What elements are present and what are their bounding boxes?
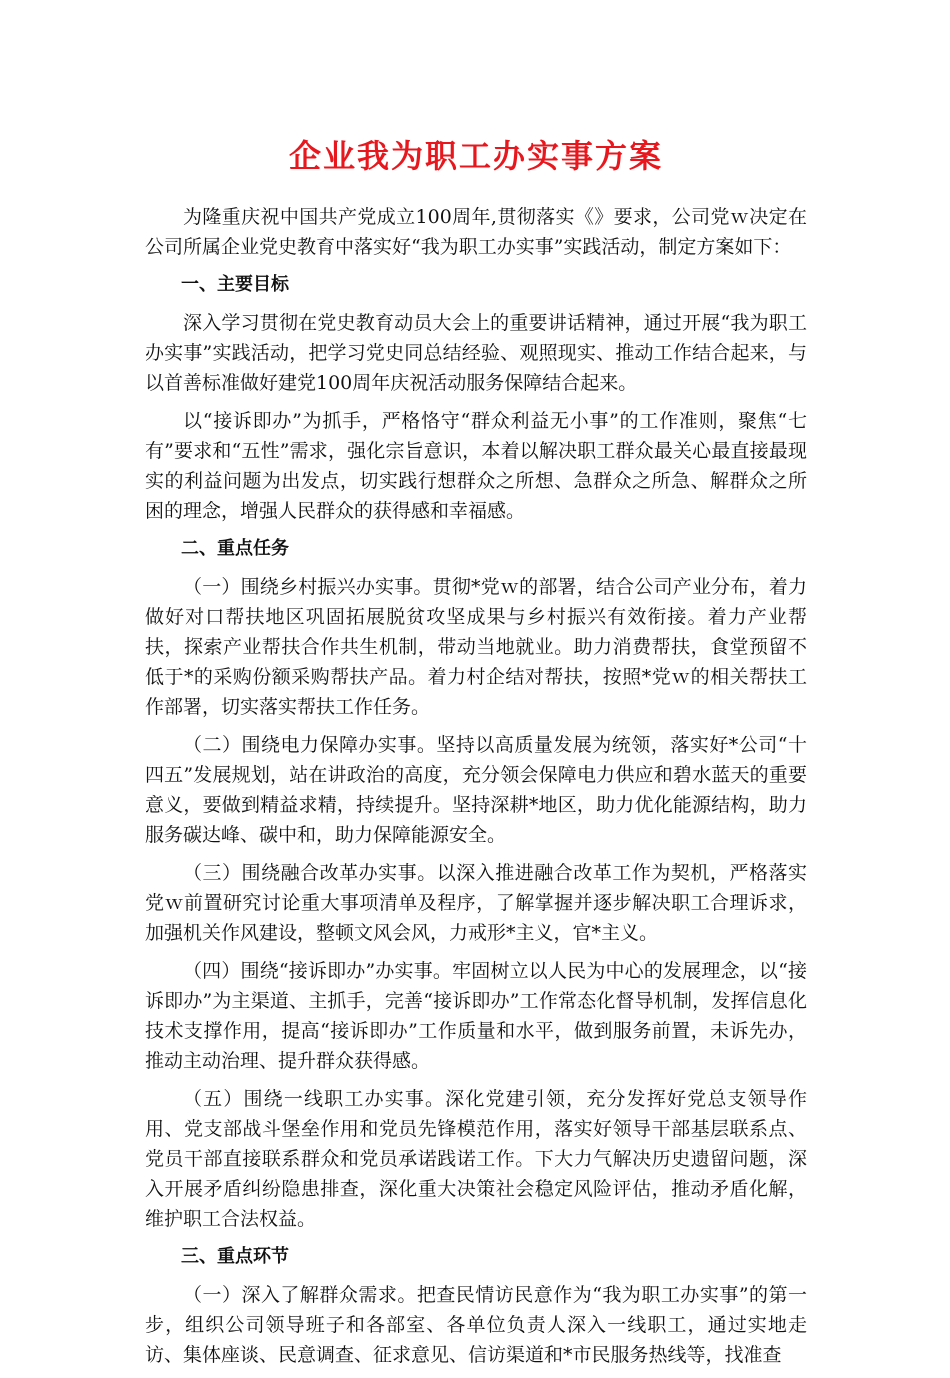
paragraph: （五）围绕一线职工办实事。深化党建引领，充分发挥好党总支领导作用、党支部战斗堡垒作用和党员先锋模范作用，落实好领导干部基层联系点、党员干部直接联系群众和党员承诺践诺工作。下大力气解决历史遗留问题，深入开展矛盾纠纷隐患排查，深化重大决策社会稳定风险评估，推动矛盾化解，维护职工合法权益。 (145, 1088, 807, 1230)
paragraph: （四）围绕“接诉即办”办实事。牢固树立以人民为中心的发展理念，以“接诉即办”为主渠道、主抓手，完善“接诉即办”工作常态化督导机制，发挥信息化技术支撑作用，提高“接诉即办”工作质量和水平，做到服务前置，未诉先办，推动主动治理、提升群众获得感。 (145, 960, 807, 1072)
paragraph: 以“接诉即办”为抓手，严格恪守“群众利益无小事”的工作准则，聚焦“七有”要求和“五性”需求，强化宗旨意识，本着以解决职工群众最关心最直接最现实的利益问题为出发点，切实践行想群众之所想、急群众之所急、解群众之所困的理念，增强人民群众的获得感和幸福感。 (145, 410, 807, 522)
section-key-tasks (145, 534, 807, 1234)
paragraph: （一）围绕乡村振兴办实事。贯彻*党ｗ的部署，结合公司产业分布，着力做好对口帮扶地区巩固拓展脱贫攻坚成果与乡村振兴有效衔接。着力产业帮扶，探索产业帮扶合作共生机制，带动当地就业。助力消费帮扶，食堂预留不低于*的采购份额采购帮扶产品。着力村企结对帮扶，按照*党ｗ的相关帮扶工作部署，切实落实帮扶工作任务。 (145, 576, 807, 718)
paragraph: （三）围绕融合改革办实事。以深入推进融合改革工作为契机，严格落实党ｗ前置研究讨论重大事项清单及程序，了解掌握并逐步解决职工合理诉求，加强机关作风建设，整顿文风会风，力戒形*主义，官*主义。 (145, 862, 807, 944)
section-heading: 三、重点环节 (181, 1246, 289, 1267)
document-title: 企业我为职工办实事方案 (288, 137, 663, 175)
document-body (145, 128, 807, 1378)
section-key-links (145, 1242, 807, 1370)
section-main-goals (145, 270, 807, 526)
paragraph: （一）深入了解群众需求。把查民情访民意作为“我为职工办实事”的第一步，组织公司领导班子和各部室、各单位负责人深入一线职工，通过实地走访、集体座谈、民意调查、征求意见、信访渠道和*市民服务热线等，找准查 (145, 1284, 807, 1366)
paragraph: （二）围绕电力保障办实事。坚持以高质量发展为统领，落实好*公司“十四五”发展规划，站在讲政治的高度，充分领会保障电力供应和碧水蓝天的重要意义，要做到精益求精，持续提升。坚持深耕*地区，助力优化能源结构，助力服务碳达峰、碳中和，助力保障能源安全。 (145, 734, 807, 846)
paragraph: 深入学习贯彻在党史教育动员大会上的重要讲话精神，通过开展“我为职工办实事”实践活动，把学习党史同总结经验、观照现实、推动工作结合起来，与以首善标准做好建党100周年庆祝活动服务保障结合起来。 (145, 312, 807, 394)
intro-paragraph: 为隆重庆祝中国共产党成立100周年,贯彻落实《》要求，公司党ｗ决定在公司所属企业党史教育中落实好“我为职工办实事”实践活动，制定方案如下： (145, 206, 807, 258)
section-heading: 一、主要目标 (181, 274, 289, 295)
section-heading: 二、重点任务 (181, 538, 289, 559)
